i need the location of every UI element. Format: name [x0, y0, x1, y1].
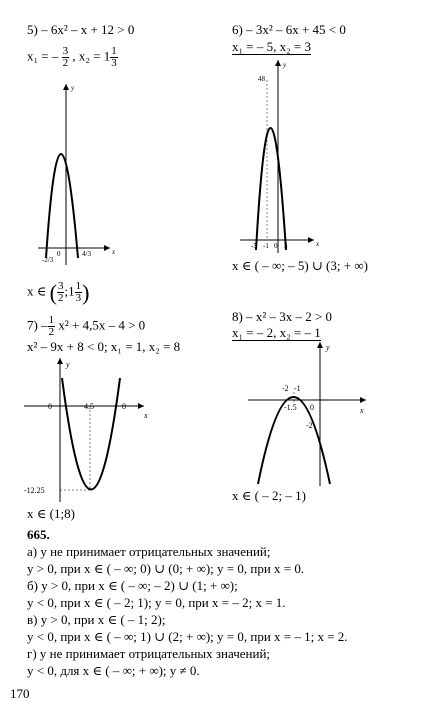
page-number: 170 — [10, 686, 30, 701]
close-paren: ) — [82, 280, 90, 305]
problem-7-coef-fraction — [48, 315, 56, 338]
tick-label-right: 4/3 — [82, 250, 91, 258]
tick-label-zero: 0 — [57, 250, 61, 258]
y-axis-arrow — [63, 84, 69, 90]
problem-665-line-b: б) y > 0, при x ∈ ( – ∞; – 2) ∪ (1; + ∞); — [27, 578, 238, 593]
problem-6-graph — [240, 58, 320, 253]
tick-label-0: 0 — [48, 402, 52, 411]
problem-665-line-a2: y > 0, при x ∈ ( – ∞; 0) ∪ (0; + ∞); y = 0, при x = 0. — [27, 561, 305, 576]
problem-5-root2-fraction — [110, 46, 118, 69]
x-axis-arrow — [104, 245, 110, 251]
open-paren: ( — [49, 280, 57, 305]
tick-label-1: 1 — [64, 402, 68, 411]
problem-8-graph — [248, 340, 374, 486]
x-axis-label: x — [112, 248, 116, 256]
fraction-denominator: 3 — [75, 292, 82, 304]
x-axis-arrow — [308, 237, 314, 243]
y-minus2-label: -2 — [306, 421, 313, 430]
y-min-label: -12.25 — [24, 486, 45, 495]
y-axis-arrow — [275, 60, 281, 66]
problem-7-transformed: x² – 9x + 8 < 0; x₁ = 1, x₂ = 8 — [27, 339, 181, 354]
problem-665-line-c: в) y > 0, при x ∈ ( – 1; 2); — [27, 612, 166, 627]
fraction-numerator: 1 — [75, 280, 82, 292]
tick-label-left: -2/3 — [42, 256, 54, 264]
fraction-denominator: 2 — [62, 57, 69, 69]
x-axis-arrow — [138, 403, 144, 409]
problem-6-statement: 6) – 3x² – 6x + 45 < 0 — [232, 22, 346, 37]
parabola-curve — [256, 128, 286, 250]
x-axis-label: x — [144, 411, 148, 420]
tick-label-minus1-5: -1.5 — [284, 403, 297, 412]
fraction-denominator: 2 — [57, 292, 64, 304]
problem-665-line-c2: y < 0, при x ∈ ( – ∞; 1) ∪ (2; + ∞); y = 0, при x = – 1; x = 2. — [27, 629, 348, 644]
problem-5-graph — [38, 80, 118, 270]
problem-7-prefix: 7) – — [27, 317, 48, 333]
fraction-numerator: 3 — [62, 45, 69, 57]
parabola-curve — [46, 154, 78, 258]
answer-separator: ;1 — [64, 283, 75, 299]
y-axis-arrow — [57, 358, 63, 364]
tick-label-minus5: -5 — [251, 242, 257, 250]
problem-5-answer — [27, 281, 89, 304]
y-axis-label: y — [283, 61, 287, 69]
problem-7-rest: x² + 4,5x – 4 > 0 — [58, 317, 146, 333]
tick-label-minus1: -1 — [294, 384, 301, 393]
x-axis-arrow — [360, 397, 366, 403]
problem-5-roots-b: , x₂ = 1 — [72, 48, 111, 64]
problem-7-graph — [24, 356, 164, 504]
answer-prefix: x ∈ — [27, 283, 47, 299]
problem-5-statement: 5) – 6x² – x + 12 > 0 — [27, 22, 135, 37]
x-axis-label: x — [360, 406, 364, 415]
parabola-curve — [62, 378, 120, 490]
y-axis-label: y — [71, 84, 75, 92]
answer-fraction-right — [75, 281, 83, 304]
problem-7-answer: x ∈ (1;8) — [27, 506, 75, 521]
problem-5-root1-fraction — [62, 46, 70, 69]
problem-6-roots: x₁ = – 5, x₂ = 3 — [232, 39, 311, 54]
tick-label-0: 0 — [274, 242, 278, 250]
y-axis-label: y — [66, 360, 70, 369]
problem-665-number: 665. — [27, 527, 50, 542]
problem-5-roots-a: x₁ = – — [27, 48, 59, 64]
tick-label-minus2: -2 — [282, 384, 289, 393]
tick-label-4-5: 4.5 — [84, 402, 94, 411]
fraction-denominator: 2 — [48, 326, 55, 338]
y-axis-label: y — [326, 343, 330, 352]
tick-label-8: 8 — [122, 402, 126, 411]
tick-label-0: 0 — [310, 403, 314, 412]
fraction-denominator: 3 — [111, 57, 117, 69]
problem-665-line-d2: y < 0, для x ∈ ( – ∞; + ∞); y ≠ 0. — [27, 663, 200, 678]
problem-7-statement — [27, 315, 145, 338]
problem-665-line-a: а) y не принимает отрицательных значений; — [27, 544, 271, 559]
tick-label-minus1: -1 — [263, 242, 269, 250]
problem-6-answer: x ∈ ( – ∞; – 5) ∪ (3; + ∞) — [232, 258, 368, 273]
tick-label-3: 3 — [284, 242, 288, 250]
y-max-label: 48 — [258, 75, 265, 83]
fraction-numerator: 1 — [48, 314, 55, 326]
problem-8-statement: 8) – x² – 3x – 2 > 0 — [232, 309, 333, 324]
fraction-numerator: 1 — [111, 45, 117, 57]
problem-665-line-b2: y < 0, при x ∈ ( – 2; 1); y = 0, при x = – 2; x = 1. — [27, 595, 286, 610]
y-axis-arrow — [317, 342, 323, 348]
problem-8-answer: x ∈ ( – 2; – 1) — [232, 488, 306, 503]
problem-5-roots — [27, 46, 118, 69]
x-axis-label: x — [316, 240, 320, 248]
fraction-numerator: 3 — [57, 280, 64, 292]
problem-665-line-d: г) y не принимает отрицательных значений; — [27, 646, 271, 661]
problem-8-roots: x₁ = – 2, x₂ = – 1 — [232, 325, 321, 340]
